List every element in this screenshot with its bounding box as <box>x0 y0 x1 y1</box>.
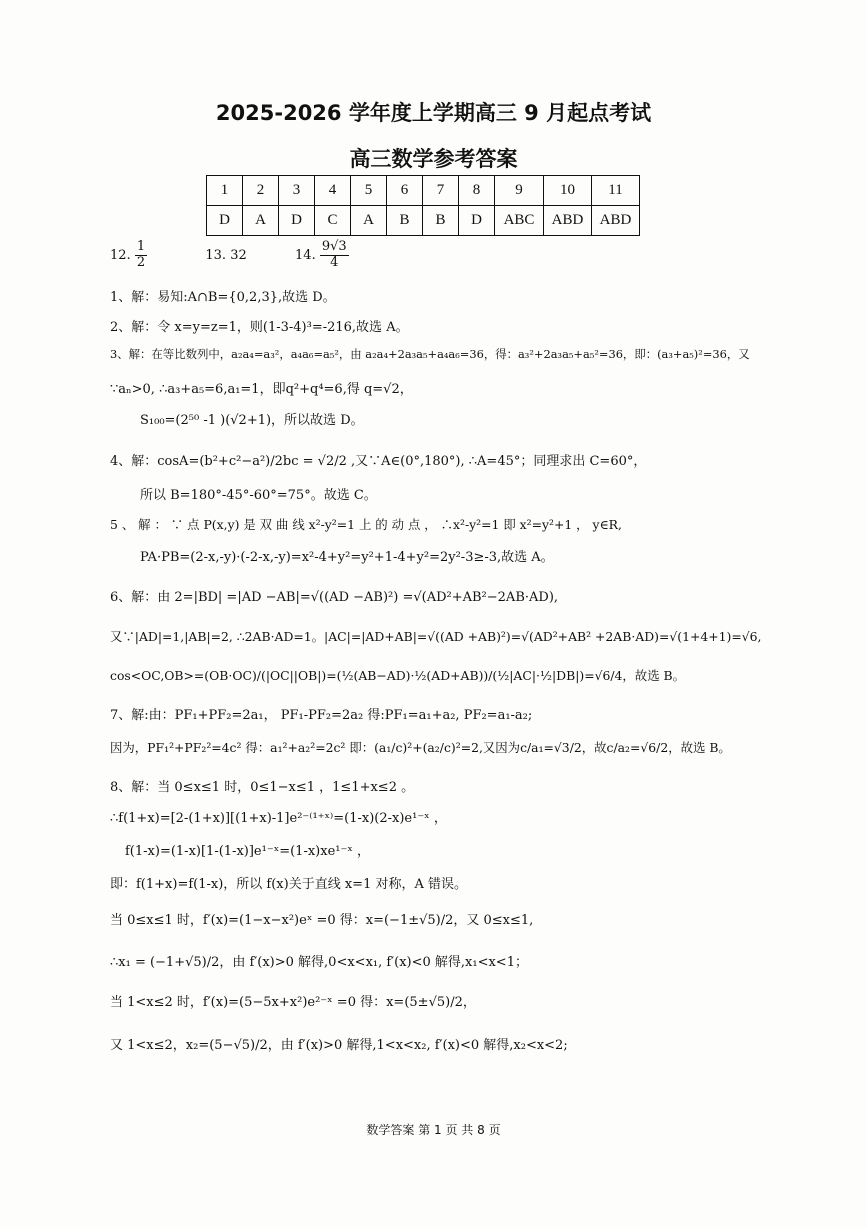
solution-line: 4、解：cosA=(b²+c²−a²)/2bc = √2/2 ,又∵A∈(0°,180°), ∴A=45°；同理求出 C=60°， <box>110 454 647 469</box>
question-number: 2 <box>243 176 279 206</box>
q13-answer: 13. 32 <box>205 247 247 263</box>
answer-cell: ABC <box>495 206 544 236</box>
q12-denominator: 2 <box>136 254 146 270</box>
solution-line: 所以 B=180°-45°-60°=75°。故选 C。 <box>140 488 377 503</box>
answer-cell: A <box>351 206 387 236</box>
question-number: 4 <box>315 176 351 206</box>
answer-cell: ABD <box>592 206 640 236</box>
fill-blank-answers <box>110 240 349 271</box>
question-number: 10 <box>544 176 592 206</box>
solution-line: 当 1<x≤2 时，f′(x)=(5−5x+x²)e²⁻ˣ =0 得：x=(5±√5)/2， <box>110 995 476 1010</box>
solution-line: 又 1<x≤2，x₂=(5−√5)/2，由 f′(x)>0 解得,1<x<x₂, f′(x)<0 解得,x₂<x<2; <box>110 1038 568 1053</box>
solution-line: 3、解：在等比数列中，a₂a₄=a₃²，a₄a₆=a₅²，由 a₂a₄+2a₃a₅+a₄a₆=36，得：a₃²+2a₃a₅+a₅²=36，即：(a₃+a₅)²=36，又 <box>110 347 750 361</box>
solution-line: cos<OC,OB>=(OB·OC)/(|OC||OB|)=(½(AB−AD)·½(AD+AB))/(½|AC|·½|DB|)=√6/4，故选 B。 <box>110 668 686 683</box>
q12-numerator: 1 <box>136 239 146 254</box>
solution-line: 7、解:由：PF₁+PF₂=2a₁， PF₁-PF₂=2a₂ 得:PF₁=a₁+a₂, PF₂=a₁-a₂; <box>110 708 533 723</box>
solution-line: 6、解：由 2=|BD| =|AD −AB|=√((AD −AB)²) =√(AD²+AB²−2AB·AD), <box>110 590 559 605</box>
page-footer: 数学答案 第 1 页 共 8 页 <box>366 1123 501 1137</box>
question-number: 9 <box>495 176 544 206</box>
answer-cell: B <box>423 206 459 236</box>
answer-table-answer-row <box>207 206 640 236</box>
q14-fraction <box>320 240 349 271</box>
solution-line: PA·PB=(2-x,-y)·(-2-x,-y)=x²-4+y²=y²+1-4+y²=2y²-3≥-3,故选 A。 <box>140 550 554 565</box>
question-number: 1 <box>207 176 243 206</box>
answer-cell: B <box>387 206 423 236</box>
solution-line: 因为，PF₁²+PF₂²=4c² 得：a₁²+a₂²=2c² 即：(a₁/c)²+(a₂/c)²=2,又因为c/a₁=√3/2，故c/a₂=√6/2，故选 B。 <box>110 740 731 755</box>
solution-line: S₁₀₀=(2⁵⁰ -1 )(√2+1)，所以故选 D。 <box>140 413 364 428</box>
solution-line: ∴x₁ = (−1+√5)/2，由 f′(x)>0 解得,0<x<x₁, f′(x)<0 解得,x₁<x<1； <box>110 955 528 970</box>
solution-line: 2、解：令 x=y=z=1，则(1-3-4)³=-216,故选 A。 <box>110 320 409 335</box>
q14-denominator: 4 <box>330 254 339 270</box>
answer-cell: C <box>315 206 351 236</box>
answer-table-number-row <box>207 176 640 206</box>
exam-title: 2025-2026 学年度上学期高三 9 月起点考试 <box>215 101 652 125</box>
solution-line: f(1-x)=(1-x)[1-(1-x)]e¹⁻ˣ=(1-x)xe¹⁻ˣ ， <box>125 844 370 859</box>
solution-line: 又∵|AD|=1,|AB|=2, ∴2AB·AD=1。|AC|=|AD+AB|=√((AD +AB)²)=√(AD²+AB² +2AB·AD)=√(1+4+1)=√6, <box>110 629 762 644</box>
solution-line: 8、解：当 0≤x≤1 时，0≤1−x≤1 ，1≤1+x≤2 。 <box>110 780 415 795</box>
solution-line: 5 、 解 ： ∵ 点 P(x,y) 是 双 曲 线 x²-y²=1 上 的 动 点 ， ∴x²-y²=1 即 x²=y²+1 ， y∈R, <box>110 517 622 532</box>
solution-line: 1、解：易知:A∩B={0,2,3},故选 D。 <box>110 290 336 305</box>
question-number: 11 <box>592 176 640 206</box>
q12-label: 12. <box>110 247 131 263</box>
answer-table <box>206 175 640 236</box>
q12-fraction <box>135 240 147 271</box>
question-number: 7 <box>423 176 459 206</box>
answer-cell: D <box>459 206 495 236</box>
solution-line: ∴f(1+x)=[2-(1+x)][(1+x)-1]e²⁻⁽¹⁺ˣ⁾=(1-x)(2-x)e¹⁻ˣ ， <box>110 811 447 826</box>
answer-cell: D <box>279 206 315 236</box>
q14-label: 14. <box>295 247 316 263</box>
question-number: 6 <box>387 176 423 206</box>
solution-line: 当 0≤x≤1 时，f′(x)=(1−x−x²)eˣ =0 得：x=(−1±√5)/2，又 0≤x≤1, <box>110 913 534 928</box>
answer-cell: D <box>207 206 243 236</box>
question-number: 8 <box>459 176 495 206</box>
answer-title: 高三数学参考答案 <box>349 147 518 171</box>
answer-cell: A <box>243 206 279 236</box>
solution-line: 即：f(1+x)=f(1-x)，所以 f(x)关于直线 x=1 对称，A 错误。 <box>110 877 467 892</box>
question-number: 5 <box>351 176 387 206</box>
solution-line: ∵aₙ>0, ∴a₃+a₅=6,a₁=1，即q²+q⁴=6,得 q=√2， <box>110 382 413 397</box>
q14-numerator: 9√3 <box>321 239 347 254</box>
answer-cell: ABD <box>544 206 592 236</box>
question-number: 3 <box>279 176 315 206</box>
